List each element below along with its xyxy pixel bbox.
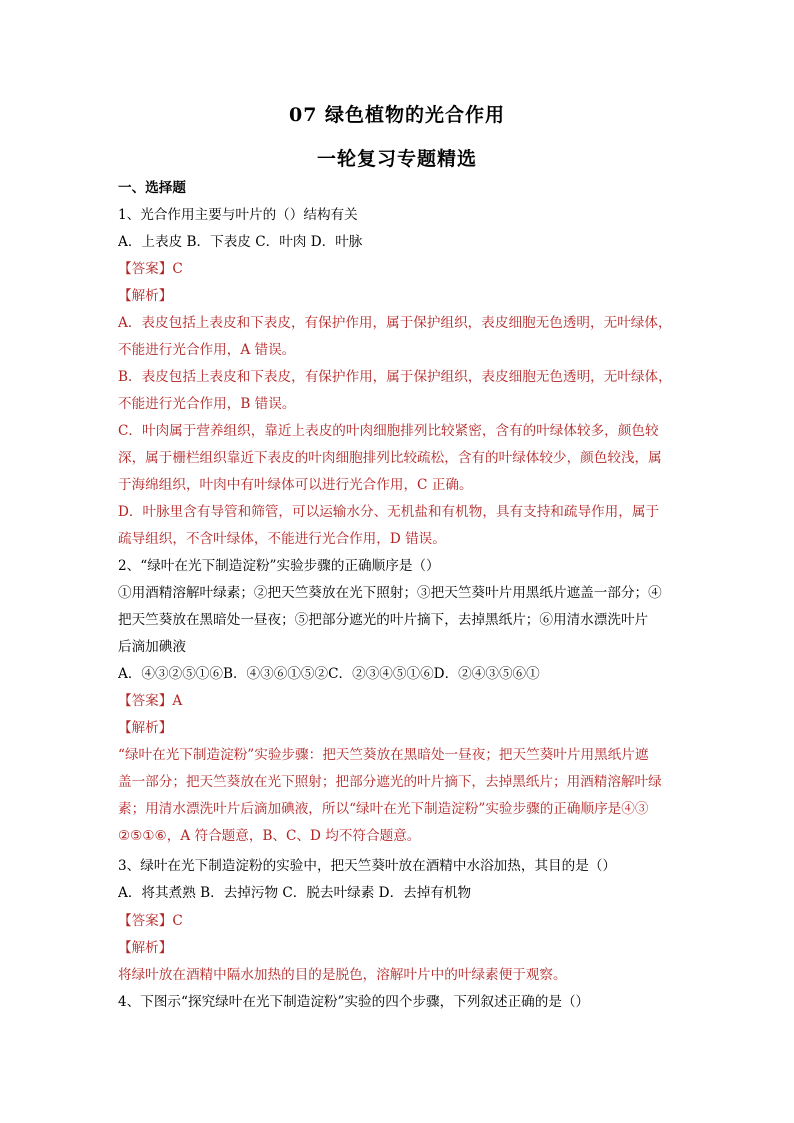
q1-analysis-line: 疏导组织，不含叶绿体，不能进行光合作用，D 错误。 bbox=[118, 531, 446, 547]
doc-subtitle: 一轮复习专题精选 bbox=[316, 148, 477, 170]
q1-analysis-line: 于海绵组织，叶肉中有叶绿体可以进行光合作用，C 正确。 bbox=[118, 477, 473, 493]
q2-stem-line: ①用酒精溶解叶绿素；②把天竺葵放在光下照射；③把天竺葵叶片用黑纸片遮盖一部分；④ bbox=[118, 585, 662, 601]
q2-analysis-line: ②⑤①⑥，A 符合题意，B、C、D 均不符合题意。 bbox=[118, 828, 421, 844]
q1-analysis-line: C．叶肉属于营养组织，靠近上表皮的叶肉细胞排列比较紧密，含有的叶绿体较多，颜色较 bbox=[118, 423, 659, 439]
q2-options: A．④③②⑤①⑥B．④③⑥①⑤②C．②③④⑤①⑥D．②④③⑤⑥① bbox=[118, 666, 540, 682]
q3-analysis-label: 【解析】 bbox=[118, 940, 173, 956]
q3-analysis-line: 将绿叶放在酒精中隔水加热的目的是脱色，溶解叶片中的叶绿素便于观察。 bbox=[118, 967, 567, 983]
q4-stem: 4、下图示“探究绿叶在光下制造淀粉”实验的四个步骤，下列叙述正确的是（） bbox=[118, 994, 590, 1010]
q1-options: A．上表皮 B．下表皮 C．叶肉 D．叶脉 bbox=[118, 234, 363, 250]
q3-options: A．将其煮熟 B．去掉污物 C．脱去叶绿素 D．去掉有机物 bbox=[118, 885, 472, 901]
q2-answer: 【答案】A bbox=[118, 693, 183, 709]
q1-analysis-line: 不能进行光合作用，B 错误。 bbox=[118, 396, 296, 412]
q2-stem-line: 把天竺葵放在黑暗处一昼夜；⑤把部分遮光的叶片摘下，去掉黑纸片；⑥用清水漂洗叶片 bbox=[118, 612, 649, 628]
q1-analysis-line: A．表皮包括上表皮和下表皮，有保护作用，属于保护组织，表皮细胞无色透明，无叶绿体， bbox=[118, 315, 672, 331]
q2-stem-line: 后滴加碘液 bbox=[118, 639, 186, 655]
q2-analysis-line: “绿叶在光下制造淀粉”实验步骤：把天竺葵放在黑暗处一昼夜；把天竺葵叶片用黑纸片遮 bbox=[118, 747, 649, 763]
q2-analysis-label: 【解析】 bbox=[118, 720, 173, 736]
q1-stem: 1、光合作用主要与叶片的（）结构有关 bbox=[118, 207, 358, 223]
q2-stem: 2、“绿叶在光下制造淀粉”实验步骤的正确顺序是（） bbox=[118, 558, 440, 574]
q1-analysis-line: 深，属于栅栏组织靠近下表皮的叶肉细胞排列比较疏松，含有的叶绿体较少，颜色较浅，属 bbox=[118, 450, 662, 466]
q1-analysis-line: B．表皮包括上表皮和下表皮，有保护作用，属于保护组织，表皮细胞无色透明，无叶绿体， bbox=[118, 369, 672, 385]
q1-analysis-line: 不能进行光合作用，A 错误。 bbox=[118, 342, 296, 358]
section-heading: 一、选择题 bbox=[118, 180, 186, 196]
doc-title: 07 绿色植物的光合作用 bbox=[288, 104, 506, 126]
q2-analysis-line: 素；用清水漂洗叶片后滴加碘液，所以“绿叶在光下制造淀粉”实验步骤的正确顺序是④③ bbox=[118, 801, 649, 817]
q1-analysis-label: 【解析】 bbox=[118, 288, 173, 304]
q1-analysis-line: D．叶脉里含有导管和筛管，可以运输水分、无机盐和有机物，具有支持和疏导作用，属于 bbox=[118, 504, 660, 520]
q2-analysis-line: 盖一部分；把天竺葵放在光下照射；把部分遮光的叶片摘下，去掉黑纸片；用酒精溶解叶绿 bbox=[118, 774, 662, 790]
q3-stem: 3、绿叶在光下制造淀粉的实验中，把天竺葵叶放在酒精中水浴加热，其目的是（） bbox=[118, 858, 617, 874]
q1-answer: 【答案】C bbox=[118, 261, 183, 277]
q3-answer: 【答案】C bbox=[118, 913, 183, 929]
